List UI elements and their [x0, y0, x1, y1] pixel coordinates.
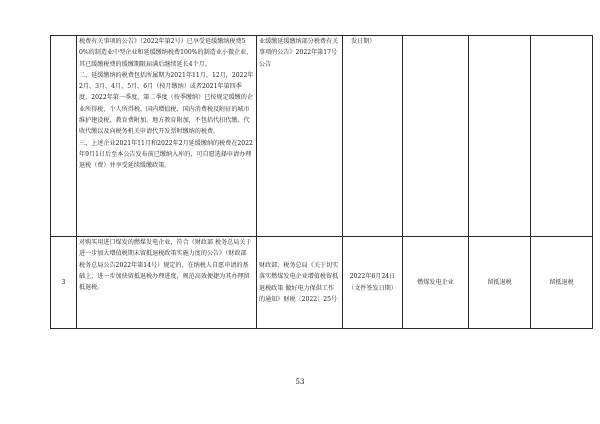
target-cell	[403, 36, 469, 237]
effective-date-cell: 发日期）	[343, 36, 403, 237]
table-row	[51, 237, 593, 329]
effective-date-cell: 2022年6月24日（文件签发日期）	[343, 237, 403, 329]
content-paragraph: 二、延缓缴纳的税费包括所属期为2021年11月、12月，2022年2月、3月、4月、5月、6月（按月缴纳）或者2021年第四季度，2022年第一季度、第二季度（按季缴纳）已按规定缓缴的企业所得税、个人所得税、国内增值税、国内消费税及附征的城市维护建设税、教育费附加、地方教育附加，不包括代扣代缴、代收代缴以及向税务机关申请代开发票时缴纳的税费。	[79, 71, 254, 136]
content-paragraph: 对购买用进口煤发的燃煤发电企业，符合《财政部 税务总局关于进一步加大增值税期末留抵退税政策实施力度的公告》（财政部 税务总局公告2022年第14号）规定的，在纳税人自愿申请的基础上，进一步加快留抵退税办理进度，规范高效便捷为其办理留抵退税。	[79, 239, 252, 292]
remark-cell: 留抵退税	[531, 237, 593, 329]
row-number-cell: 3	[51, 237, 77, 329]
target-cell: 燃煤发电企业	[403, 237, 469, 329]
policy-content-cell	[77, 36, 257, 237]
policy-basis-cell: 业缓缴延缓缴纳部分税费有关事项的公告》2022年第17号公告	[257, 36, 343, 237]
handling-cell	[469, 36, 531, 237]
table-row	[51, 36, 593, 237]
page-number: 53	[295, 378, 305, 386]
handling-cell: 留抵退税	[469, 237, 531, 329]
policy-basis-cell: 财政部、税务总局《关于切实落实燃煤发电企业增值税留抵退税政策 做好电力保供工作的通知》财税〔2022〕25号	[257, 237, 343, 329]
policy-table	[50, 35, 593, 329]
remark-cell	[531, 36, 593, 237]
content-paragraph: 三、上述企业2021年11月和2022年2月延缓缴纳的税费在2022年9月1日后至本公告发布前已缴纳入库的，可自愿选择申请办理退税（费）并享受延续缓缴政策。	[79, 139, 253, 170]
content-paragraph: 税费有关事项的公告》（2022年第2号）已享受延缓缴纳税费50%的制造业中型企业和延缓缴纳税费100%的制造业小微企业，其已缓缴税费的缓缴期限届满后继续延长4个月。	[79, 38, 253, 68]
row-number-cell	[51, 36, 77, 237]
policy-content-cell	[77, 237, 257, 329]
